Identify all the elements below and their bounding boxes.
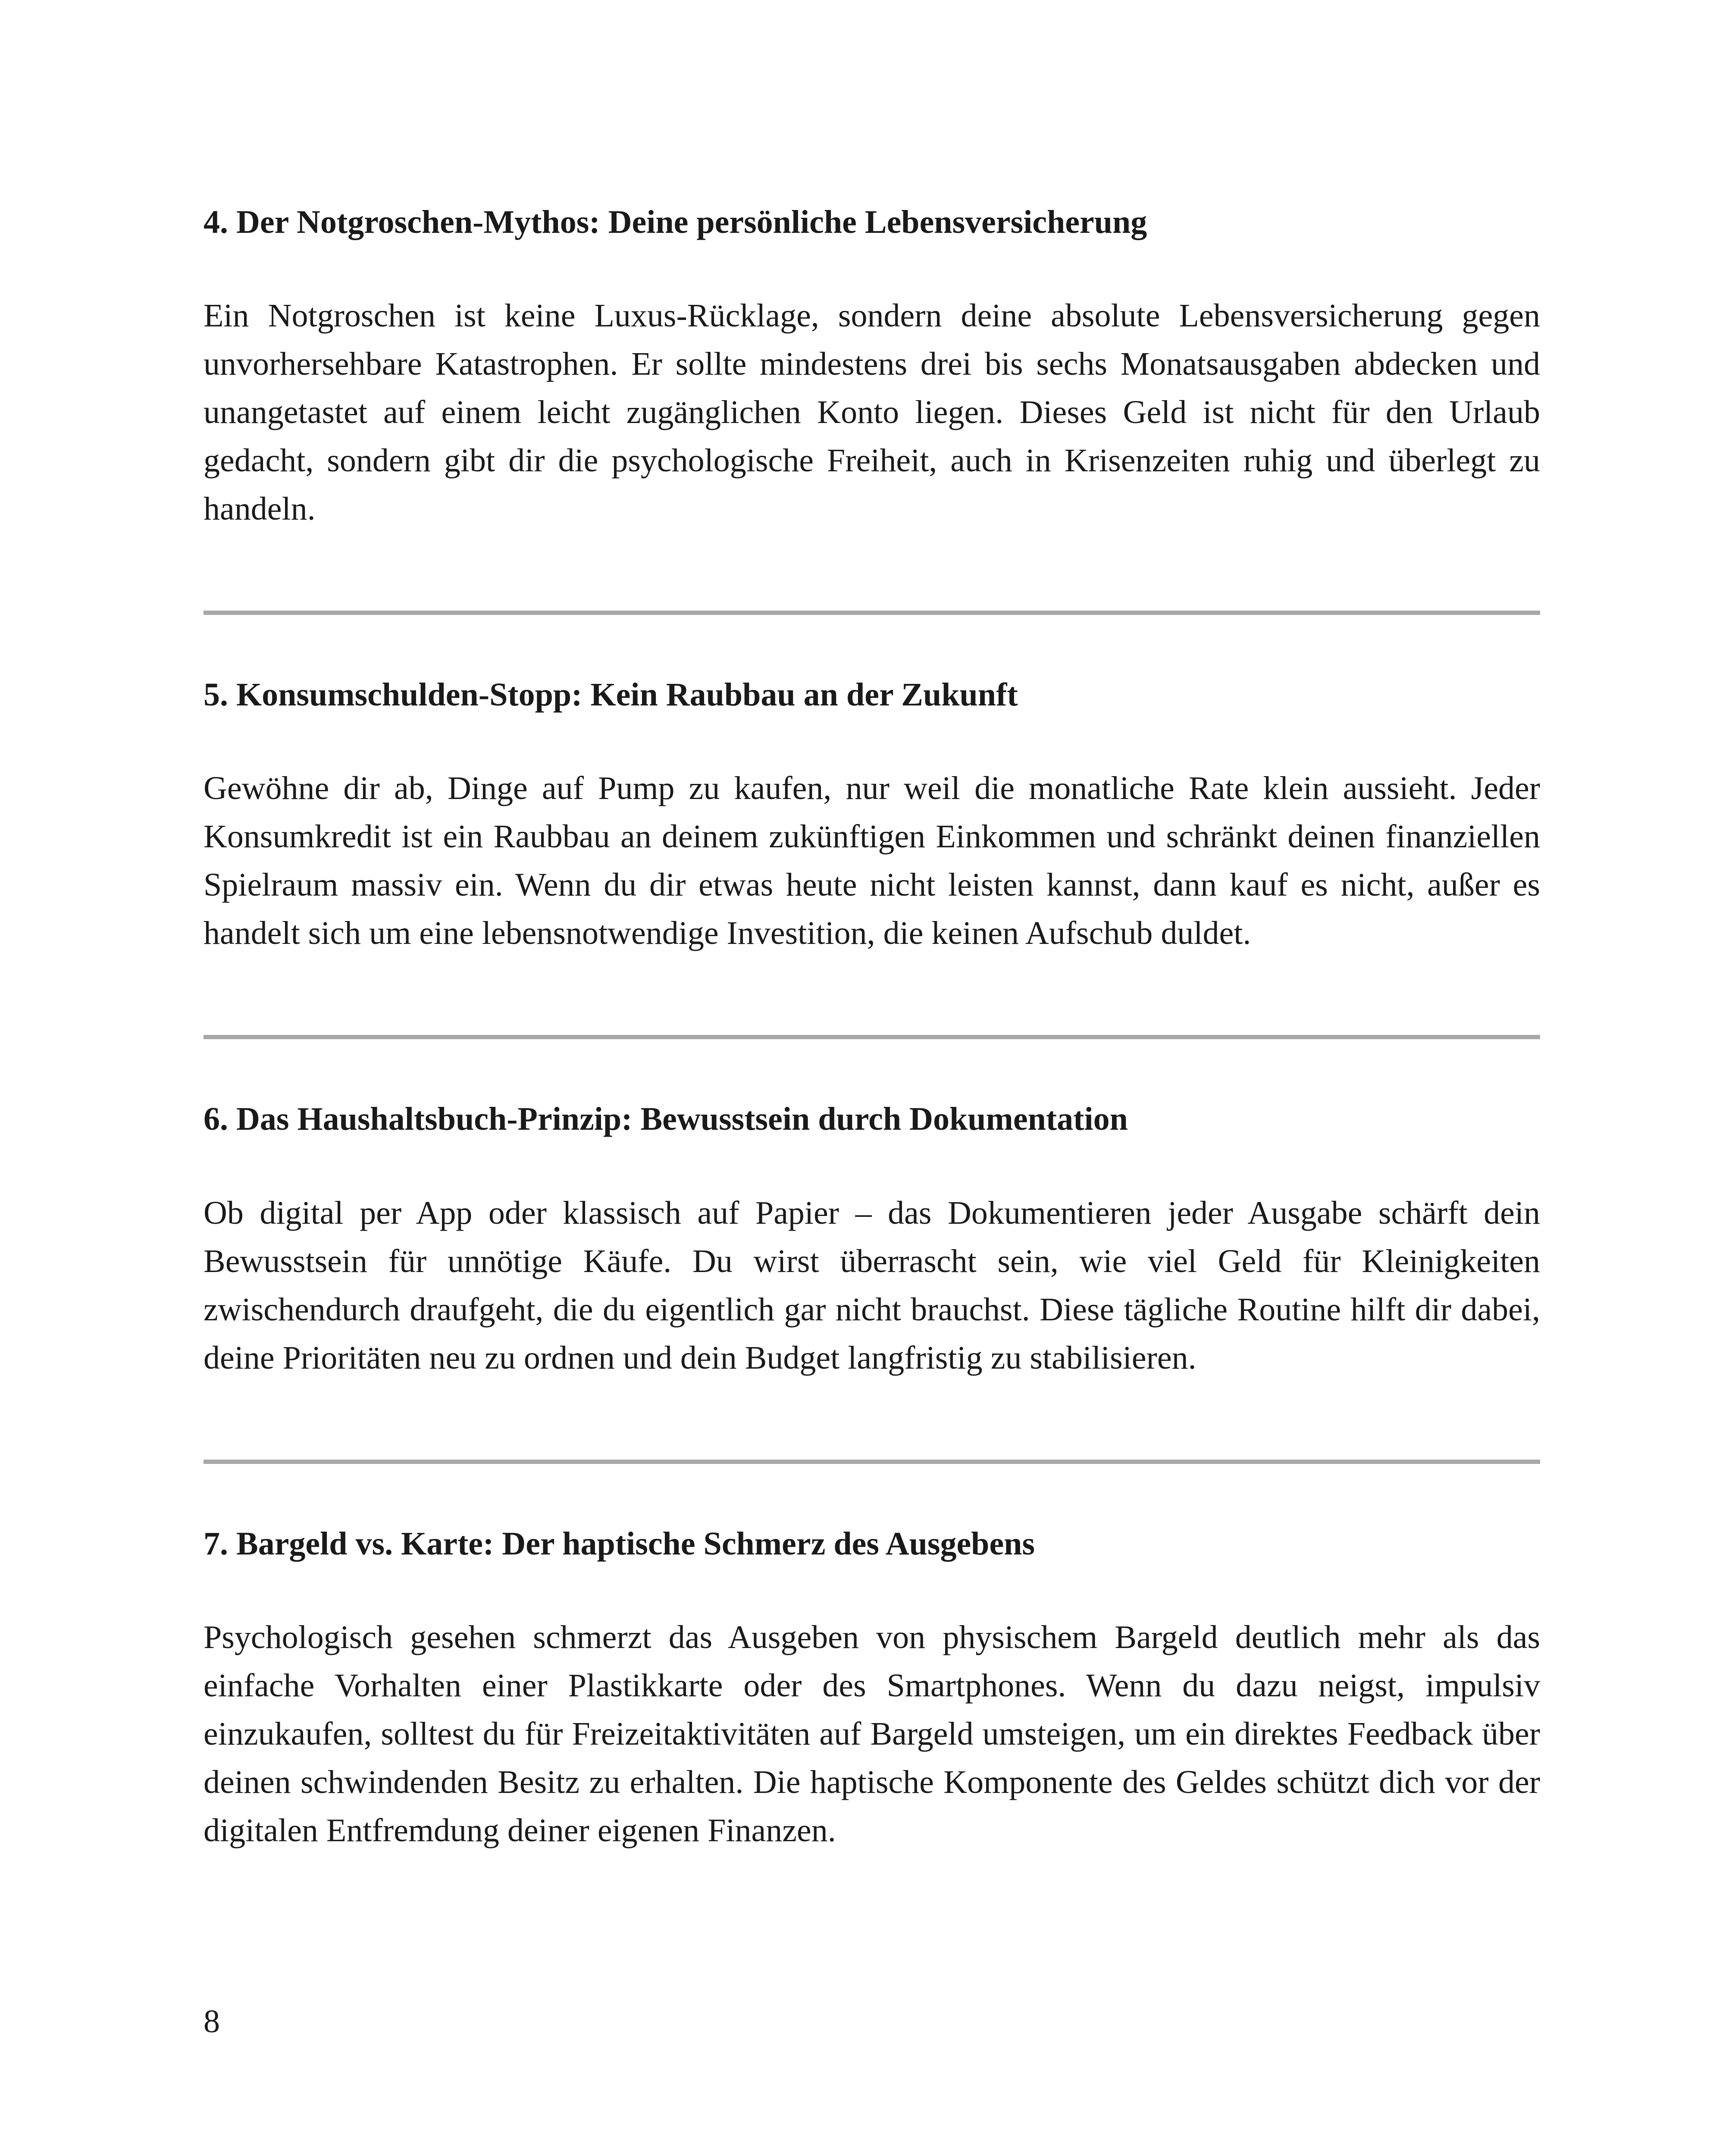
page-number: 8 <box>204 2003 220 2040</box>
section-4-title: 4. Der Notgroschen-Mythos: Deine persönliche Lebensversicherung <box>204 204 1147 240</box>
section-5-body: Gewöhne dir ab, Dinge auf Pump zu kaufen, nur weil die monatliche Rate klein aussieht. Jeder Konsumkredit ist ein Raubbau an deinem zukünftigen Einkommen und schränkt deinen finanziellen Spielraum massiv ein. Wenn du dir etwas heute nicht leisten kannst, dann kauf es nicht, außer es handelt sich um eine lebensnotwendige Investition, die keinen Aufschub duldet. <box>204 770 1540 952</box>
section-7-body: Psychologisch gesehen schmerzt das Ausgeben von physischem Bargeld deutlich mehr als das einfache Vorhalten einer Plastikkarte oder des Smartphones. Wenn du dazu neigst, impulsiv einzukaufen, solltest du für Freizeitaktivitäten auf Bargeld umsteigen, um ein direktes Feedback über deinen schwindenden Besitz zu erhalten. Die haptische Komponente des Geldes schützt dich vor der digitalen Entfremdung deiner eigenen Finanzen. <box>204 1619 1540 1849</box>
section-6-title: 6. Das Haushaltsbuch-Prinzip: Bewusstsein durch Dokumentation <box>204 1101 1128 1138</box>
section-6-body: Ob digital per App oder klassisch auf Papier – das Dokumentieren jeder Ausgabe schärft dein Bewusstsein für unnötige Käufe. Du wirst überrascht sein, wie viel Geld für Kleinigkeiten zwischendurch draufgeht, die du eigentlich gar nicht brauchst. Diese tägliche Routine hilft dir dabei, deine Prioritäten neu zu ordnen und dein Budget langfristig zu stabilisieren. <box>204 1194 1540 1376</box>
section-divider <box>204 1035 1540 1039</box>
section-5-title: 5. Konsumschulden-Stopp: Kein Raubbau an der Zukunft <box>204 677 1018 713</box>
section-4-body: Ein Notgroschen ist keine Luxus-Rücklage, sondern deine absolute Lebensversicherung gegen unvorhersehbare Katastrophen. Er sollte mindestens drei bis sechs Monatsausgaben abdecken und unangetastet auf einem leicht zugänglichen Konto liegen. Dieses Geld ist nicht für den Urlaub gedacht, sondern gibt dir die psychologische Freiheit, auch in Krisenzeiten ruhig und überlegt zu handeln. <box>204 298 1540 527</box>
section-divider <box>204 611 1540 615</box>
section-divider <box>204 1460 1540 1464</box>
document-page <box>204 203 1540 1855</box>
section-7-title: 7. Bargeld vs. Karte: Der haptische Schmerz des Ausgebens <box>204 1525 1035 1562</box>
